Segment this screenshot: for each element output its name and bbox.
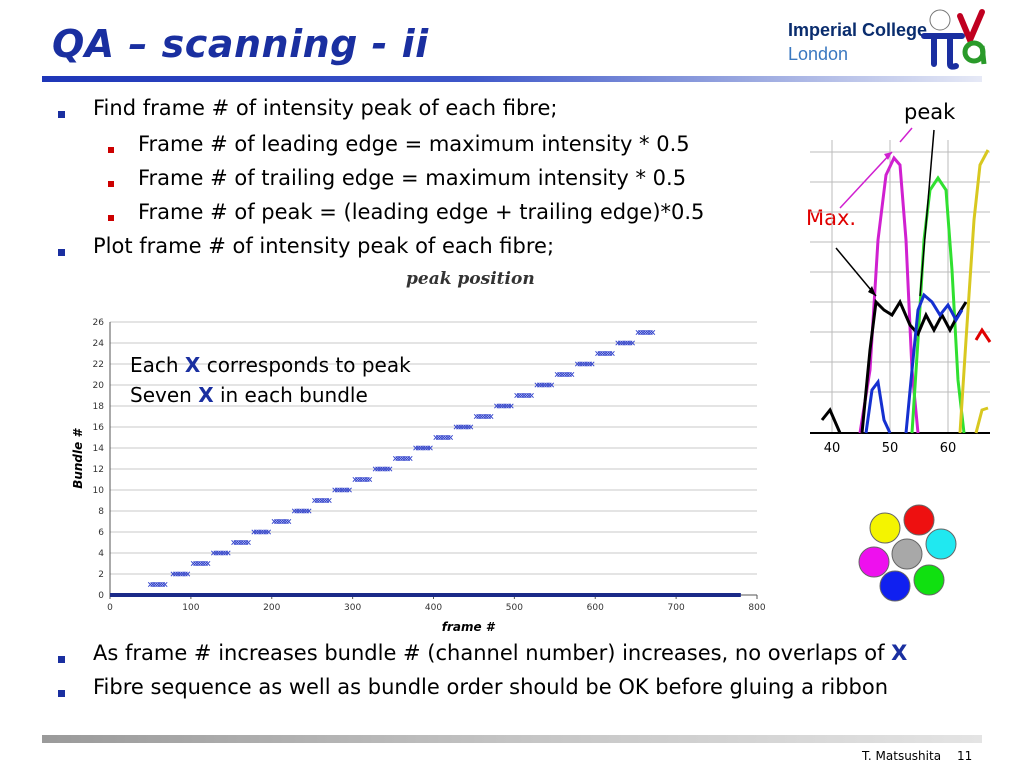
annotation-line-1: Each X corresponds to peak bbox=[130, 353, 411, 377]
chart-title: peak position bbox=[406, 269, 535, 289]
sub-bullet-text: Frame # of peak = (leading edge + trailing edge)*0.5 bbox=[138, 200, 705, 224]
y-tick-label: 10 bbox=[92, 486, 104, 496]
fibre-bundle-icon bbox=[852, 500, 968, 608]
bullet-text bbox=[93, 641, 907, 665]
intensity-inset-plot bbox=[800, 120, 1000, 460]
peak-label: peak bbox=[904, 100, 956, 124]
y-tick-label: 4 bbox=[98, 549, 104, 559]
data-point-x bbox=[408, 456, 412, 460]
y-tick-label: 14 bbox=[92, 444, 104, 454]
sub-bullet-marker bbox=[108, 215, 114, 221]
inset-x-tick: 50 bbox=[881, 441, 899, 456]
data-point-x bbox=[650, 330, 654, 334]
max-label: Max. bbox=[806, 206, 857, 230]
data-point-x bbox=[163, 582, 167, 586]
x-mark: X bbox=[891, 641, 908, 665]
y-tick-label: 0 bbox=[98, 591, 104, 601]
sub-bullet-marker bbox=[108, 181, 114, 187]
y-tick-label: 24 bbox=[92, 339, 104, 349]
x-axis-label: frame # bbox=[441, 620, 495, 634]
y-tick-label: 16 bbox=[92, 423, 104, 433]
x-tick-label: 300 bbox=[344, 603, 362, 613]
x-tick-label: 700 bbox=[667, 603, 685, 613]
data-point-x bbox=[287, 519, 291, 523]
y-tick-label: 18 bbox=[92, 402, 104, 412]
data-point-x bbox=[327, 498, 331, 502]
x-tick-label: 800 bbox=[748, 603, 766, 613]
title-underline-bar bbox=[42, 76, 982, 82]
logo-line2: London bbox=[788, 44, 849, 64]
x-mark: X bbox=[184, 353, 201, 377]
bullet-marker bbox=[58, 656, 65, 663]
x-tick-label: 500 bbox=[505, 603, 523, 613]
x-tick-label: 400 bbox=[424, 603, 443, 613]
bullet-marker bbox=[58, 111, 65, 118]
x-tick-label: 0 bbox=[107, 603, 113, 613]
data-point-x bbox=[448, 435, 452, 439]
data-point-x bbox=[246, 540, 250, 544]
bullet-text-body: As frame # increases bundle # (channel number) increases, no overlaps of bbox=[93, 641, 892, 665]
bullet-marker bbox=[58, 690, 65, 697]
bullet-text: Plot frame # of intensity peak of each fibre; bbox=[93, 234, 555, 258]
yellow-curve bbox=[960, 150, 988, 433]
y-tick-label: 12 bbox=[92, 465, 104, 475]
sub-bullet-text: Frame # of trailing edge = maximum intensity * 0.5 bbox=[138, 166, 687, 190]
data-point-x bbox=[610, 351, 614, 355]
x-tick-label: 200 bbox=[263, 603, 281, 613]
imperial-college-logo bbox=[788, 6, 988, 72]
footer-author: T. Matsushita bbox=[862, 749, 942, 763]
data-point-x bbox=[529, 393, 533, 397]
footer-bar bbox=[42, 735, 982, 743]
annotation-line-2: Seven X in each bundle bbox=[130, 383, 368, 407]
x-tick-label: 600 bbox=[586, 603, 604, 613]
sub-bullet-text: Frame # of leading edge = maximum intensity * 0.5 bbox=[138, 132, 690, 156]
logo-line1: Imperial College bbox=[788, 20, 928, 40]
x-mark: X bbox=[198, 383, 214, 407]
data-point-x bbox=[367, 477, 371, 481]
bullet-marker bbox=[58, 249, 65, 256]
black-curve bbox=[822, 302, 966, 433]
y-tick-label: 8 bbox=[98, 507, 104, 517]
chart-annotation bbox=[130, 350, 411, 410]
bullet-text: Fibre sequence as well as bundle order should be OK before gluing a ribbon bbox=[93, 675, 889, 699]
y-tick-label: 26 bbox=[92, 318, 104, 328]
peak-pointer-line bbox=[920, 130, 934, 296]
x-tick-label: 100 bbox=[182, 603, 200, 613]
yellow-curve-tail bbox=[976, 408, 988, 433]
y-tick-label: 22 bbox=[92, 360, 104, 370]
inset-x-tick: 40 bbox=[823, 441, 841, 456]
y-tick-label: 2 bbox=[98, 570, 104, 580]
slide-title: QA – scanning - ii bbox=[52, 22, 429, 66]
bullet-text: Find frame # of intensity peak of each fibre; bbox=[93, 96, 558, 120]
sub-bullet-marker bbox=[108, 147, 114, 153]
data-point-x bbox=[206, 561, 210, 565]
page-number: 11 bbox=[957, 749, 973, 763]
data-point-x bbox=[570, 372, 574, 376]
y-tick-label: 20 bbox=[92, 381, 104, 391]
y-axis-label: Bundle # bbox=[71, 429, 85, 489]
pi-emblem-icon bbox=[918, 6, 988, 72]
inset-x-tick: 60 bbox=[939, 441, 957, 456]
y-tick-label: 6 bbox=[98, 528, 104, 538]
data-point-x bbox=[489, 414, 493, 418]
